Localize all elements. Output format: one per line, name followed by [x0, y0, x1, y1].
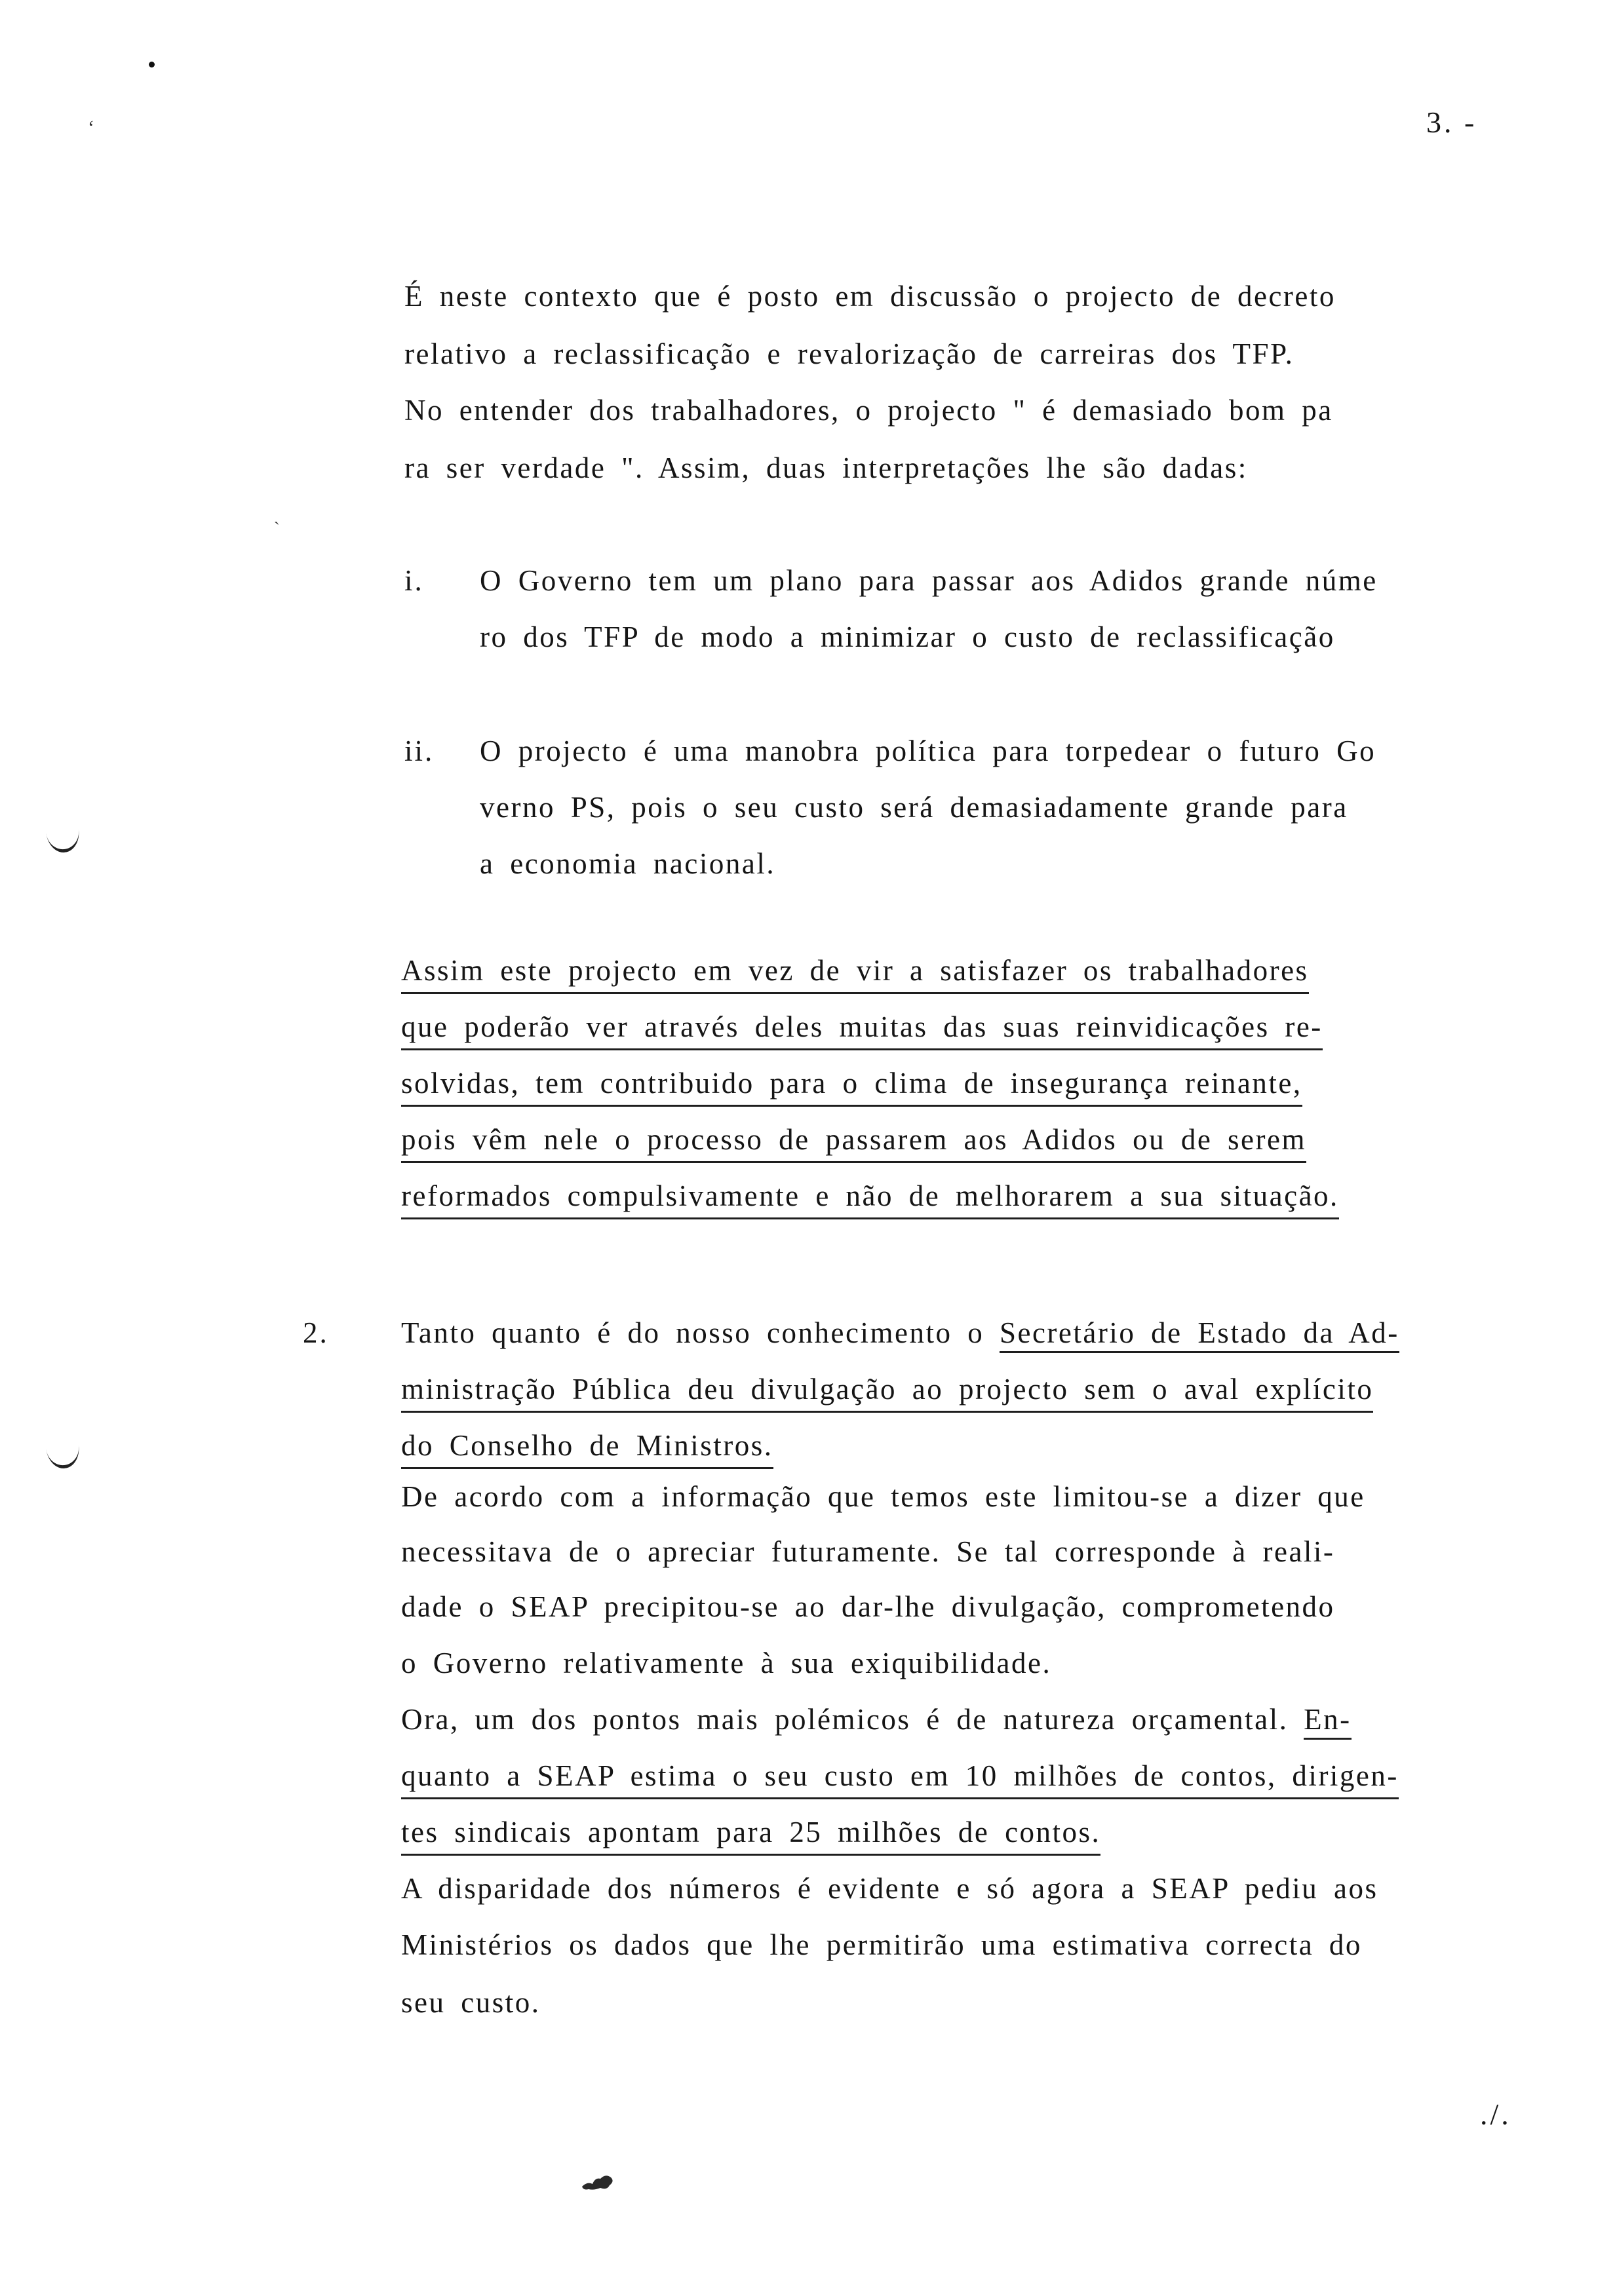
section-2-line-7: o Governo relativamente à sua exiquibilidade.: [401, 1647, 1052, 1679]
item-ii-line-3: a economia nacional.: [480, 847, 776, 880]
item-ii-marker: ii.: [404, 735, 435, 767]
section-2-line-5: necessitava de o apreciar futuramente. Se tal corresponde à reali-: [401, 1535, 1335, 1568]
section-2-marker: 2.: [303, 1316, 329, 1349]
page-number: 3. -: [1426, 105, 1477, 139]
intro-line-2: relativo a reclassificação e revalorização de carreiras dos TFP.: [404, 337, 1294, 370]
margin-bracket-mark: [46, 825, 82, 855]
underlined-line-5: reformados compulsivamente e não de melhorarem a sua situação.: [401, 1176, 1339, 1219]
section-2-line-12: Ministérios os dados que lhe permitirão uma estimativa correcta do: [401, 1928, 1362, 1961]
section-2-line-8-underlined: En-: [1304, 1703, 1351, 1740]
continuation-mark: ./.: [1480, 2097, 1511, 2131]
section-2-line-1-underlined: Secretário de Estado da Ad-: [1000, 1316, 1399, 1353]
section-2-line-8: [401, 1700, 1352, 1739]
underlined-line-3: solvidas, tem contribuido para o clima de insegurança reinante,: [401, 1063, 1302, 1107]
section-2-line-3: do Conselho de Ministros.: [401, 1426, 773, 1469]
intro-line-1: É neste contexto que é posto em discussão o projecto de decreto: [404, 280, 1336, 313]
margin-bracket-mark: [46, 1441, 82, 1471]
intro-line-3: No entender dos trabalhadores, o projecto " é demasiado bom pa: [404, 394, 1333, 427]
section-2-line-13: seu custo.: [401, 1986, 541, 2019]
item-ii-line-2: verno PS, pois o seu custo será demasiadamente grande para: [480, 791, 1348, 824]
item-ii-line-1: O projecto é uma manobra política para torpedear o futuro Go: [480, 735, 1376, 767]
section-2-line-9: quanto a SEAP estima o seu custo em 10 milhões de contos, dirigen-: [401, 1756, 1399, 1799]
section-2-line-11: A disparidade dos números é evidente e só agora a SEAP pediu aos: [401, 1872, 1378, 1905]
underlined-line-2: que poderão ver através deles muitas das suas reinvidicações re-: [401, 1007, 1323, 1050]
item-i-marker: i.: [404, 564, 424, 597]
stray-mark: ˎ: [274, 506, 280, 525]
item-i-line-1: O Governo tem um plano para passar aos Adidos grande núme: [480, 564, 1378, 597]
section-2-line-2: ministração Pública deu divulgação ao projecto sem o aval explícito: [401, 1369, 1373, 1413]
section-2-line-8-plain: Ora, um dos pontos mais polémicos é de natureza orçamental.: [401, 1703, 1289, 1736]
section-2-line-4: De acordo com a informação que temos este limitou-se a dizer que: [401, 1480, 1365, 1513]
underlined-line-4: pois vêm nele o processo de passarem aos Adidos ou de serem: [401, 1120, 1306, 1163]
margin-dot-mark: [149, 62, 155, 67]
ink-blot-mark: [581, 2172, 615, 2192]
intro-line-4: ra ser verdade ". Assim, duas interpretações lhe são dadas:: [404, 451, 1248, 484]
section-2-line-10: tes sindicais apontam para 25 milhões de contos.: [401, 1812, 1100, 1856]
section-2-line-6: dade o SEAP precipitou-se ao dar-lhe divulgação, comprometendo: [401, 1590, 1335, 1623]
item-i-line-2: ro dos TFP de modo a minimizar o custo de reclassificação: [480, 621, 1335, 653]
section-2-line-1-plain: Tanto quanto é do nosso conhecimento o: [401, 1316, 984, 1349]
underlined-line-1: Assim este projecto em vez de vir a satisfazer os trabalhadores: [401, 951, 1309, 994]
margin-tick-mark: ʻ: [88, 117, 94, 138]
section-2-line-1: [401, 1313, 1399, 1352]
